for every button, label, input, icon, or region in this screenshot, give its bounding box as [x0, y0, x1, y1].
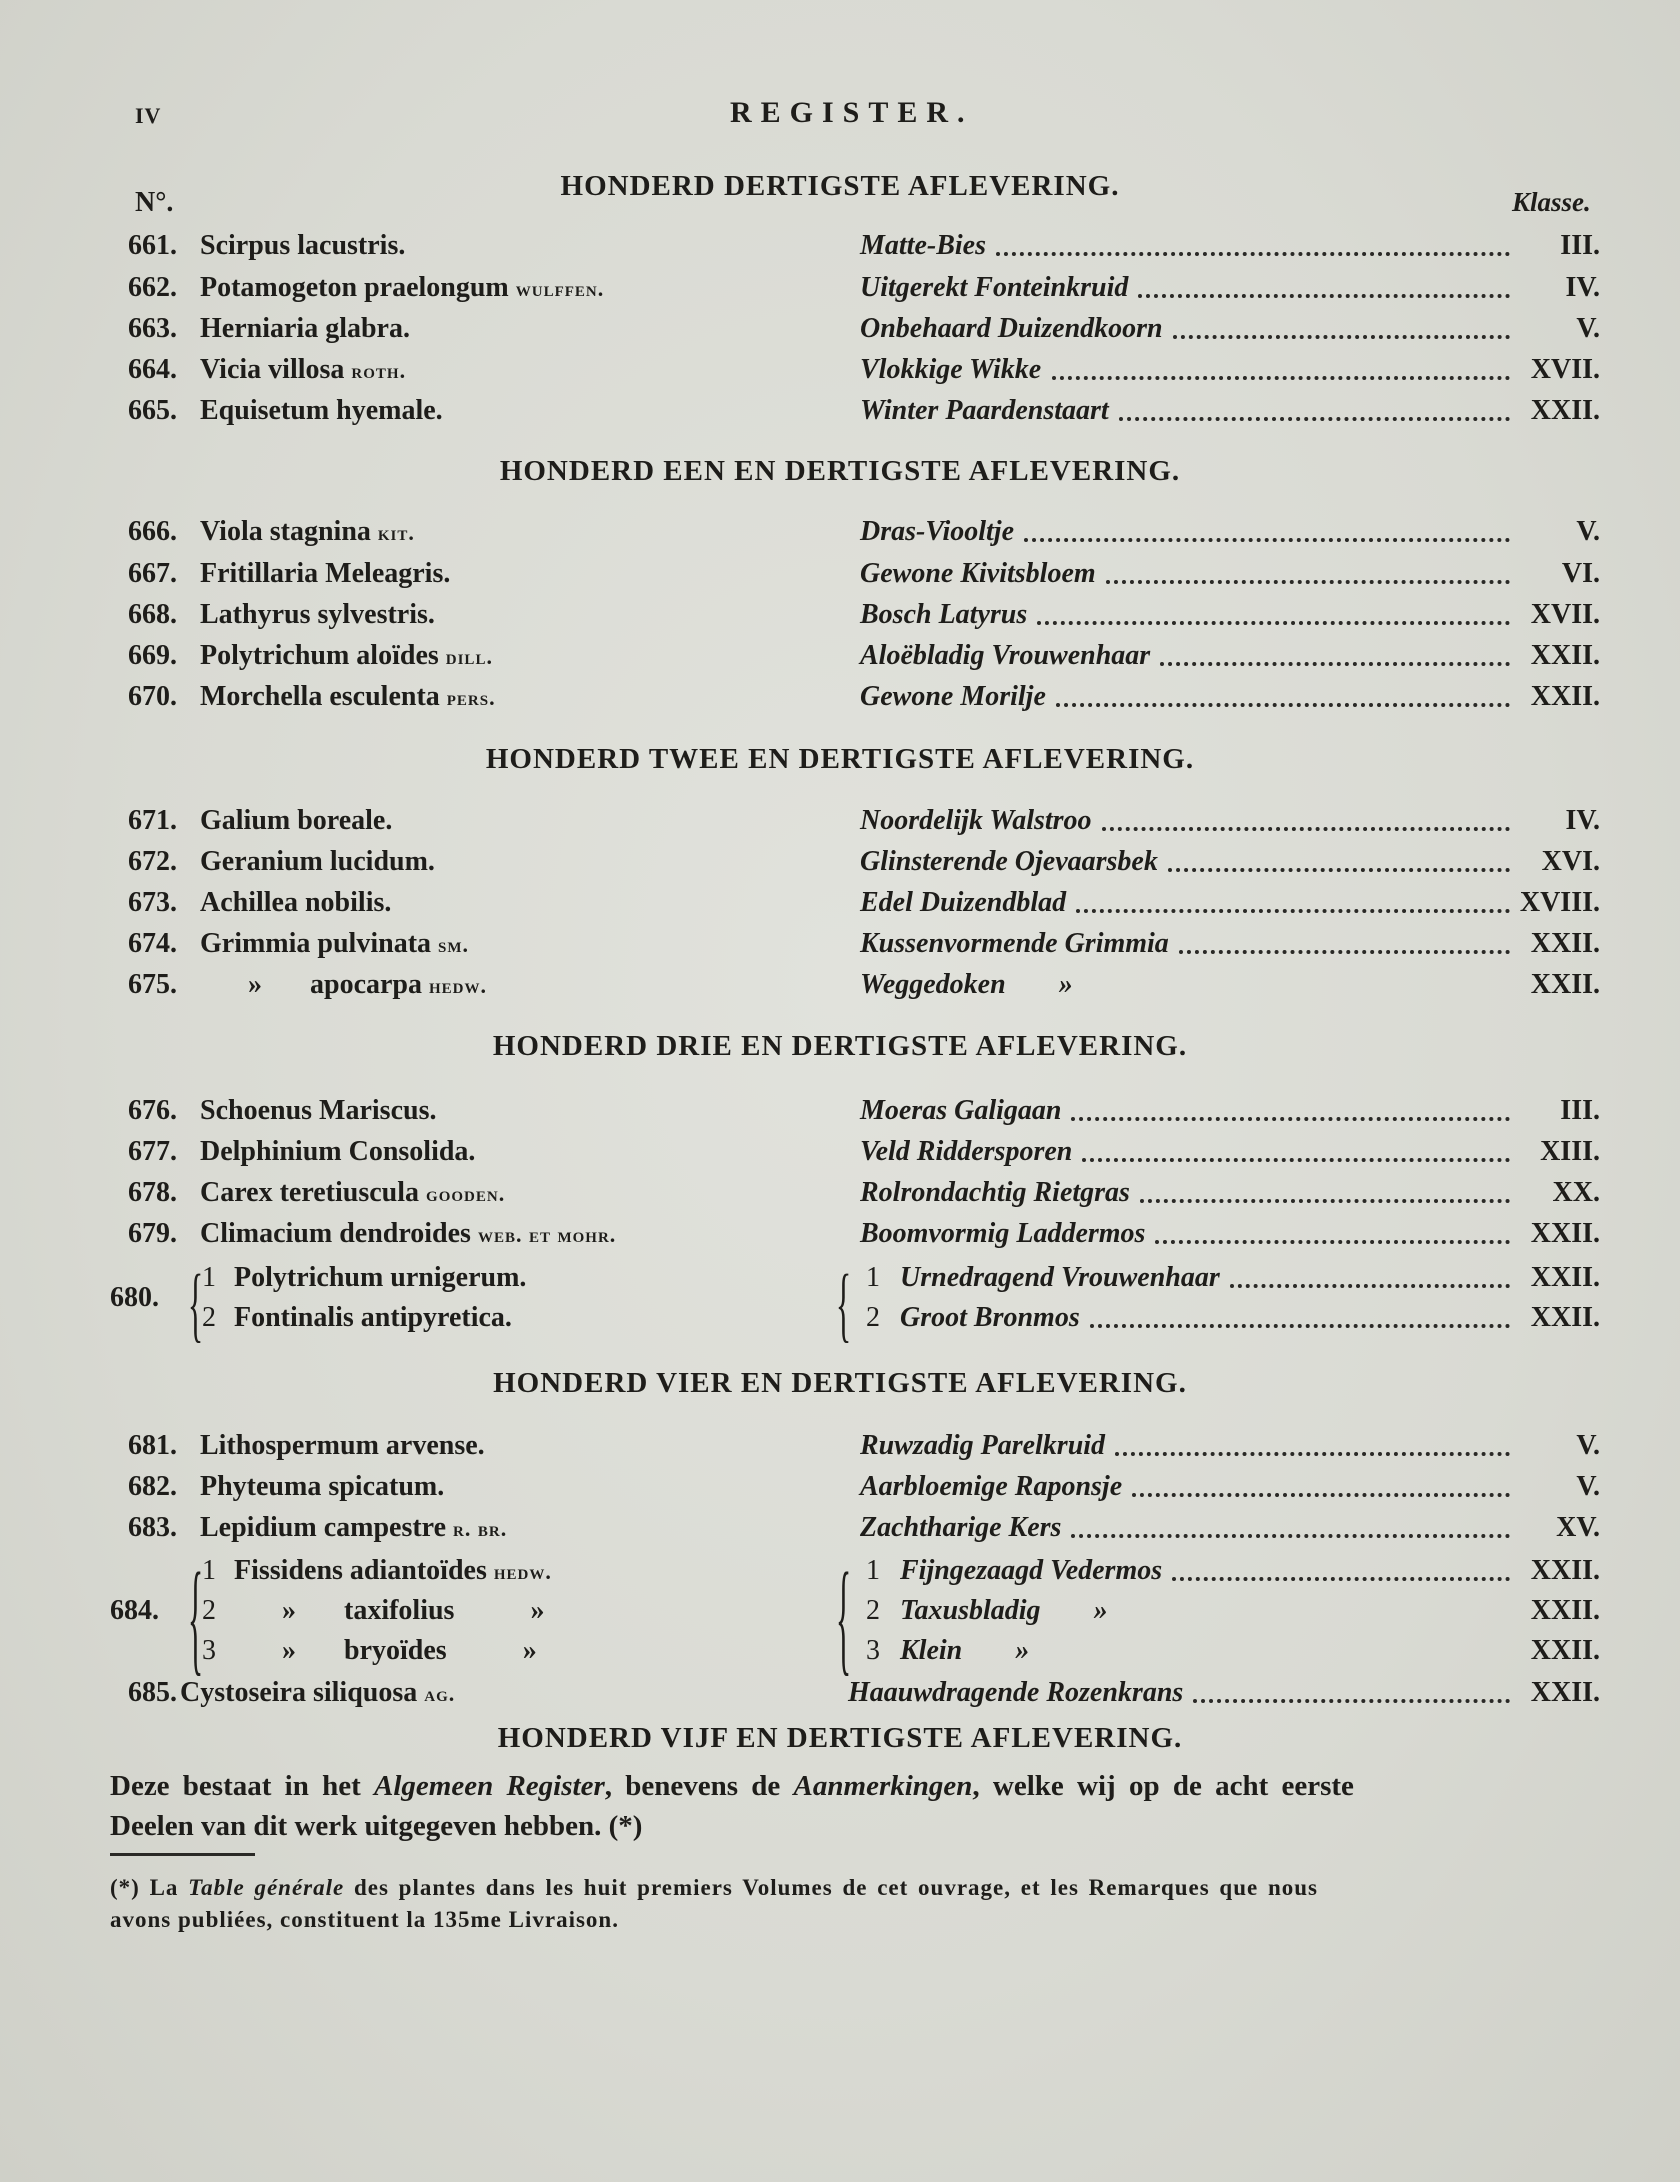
- text-span: , welke wij op de acht eerste: [972, 1770, 1354, 1802]
- dot-leader: [1071, 1528, 1510, 1538]
- dutch-text: Dras-Viooltje: [860, 516, 1015, 547]
- entry-number: 683.: [128, 1512, 177, 1543]
- dutch-text: Edel Duizendblad: [860, 887, 1067, 918]
- latin-text: Phyteuma spicatum.: [200, 1471, 445, 1502]
- dutch-text: Winter Paardenstaart: [860, 395, 1109, 426]
- dutch-text: Bosch Latyrus: [860, 599, 1028, 630]
- text-span: des plantes dans les huit premiers Volumes de cet ouvrage, et les Remarques que nous: [353, 1875, 1319, 1900]
- left-brace-icon: {: [187, 1545, 204, 1688]
- latin-name: [234, 1595, 544, 1627]
- latin-text: Climacium dendroides: [200, 1218, 471, 1249]
- dot-leader: [1168, 862, 1510, 872]
- dot-leader: [1056, 697, 1510, 707]
- klasse-column-label: Klasse.: [1512, 187, 1591, 217]
- dutch-text: Aarbloemige Raponsje: [860, 1471, 1123, 1502]
- register-entry: [0, 1095, 1680, 1135]
- final-text-line-2: Deelen van dit werk uitgegeven hebben. (*): [110, 1810, 643, 1842]
- dutch-text: Vlokkige Wikke: [860, 354, 1042, 385]
- text-span: Deze bestaat in het: [110, 1770, 361, 1802]
- author-abbrev: hedw.: [493, 1559, 552, 1584]
- klasse-value: XXII.: [1530, 1555, 1600, 1586]
- dutch-text: Matte-Bies: [860, 230, 986, 261]
- dutch-name: [860, 805, 1092, 837]
- group-entry-number: 680.: [110, 1282, 159, 1313]
- register-entry: [0, 681, 1680, 721]
- latin-name: [234, 1555, 552, 1587]
- sub-number: 3: [866, 1635, 880, 1666]
- register-entry: [0, 805, 1680, 845]
- entry-number: 667.: [128, 558, 177, 589]
- running-title: REGISTER.: [730, 96, 974, 129]
- text-italic: Algemeen Register: [374, 1770, 605, 1802]
- klasse-value: XXII.: [1530, 640, 1600, 671]
- dutch-name: [900, 1555, 1162, 1587]
- dutch-text: Fijngezaagd Vedermos: [900, 1555, 1163, 1586]
- dutch-name: [860, 1218, 1145, 1250]
- register-entry: [0, 313, 1680, 353]
- latin-name: [200, 887, 391, 919]
- footnote-rule: [110, 1853, 255, 1856]
- latin-name: [200, 313, 410, 345]
- ditto-mark: »: [1015, 1635, 1030, 1666]
- dutch-text: Groot Bronmos: [900, 1302, 1080, 1333]
- sub-number: 1: [202, 1262, 216, 1293]
- entry-number: 685.: [128, 1677, 177, 1708]
- author-abbrev: hedw.: [429, 973, 488, 998]
- klasse-value: III.: [1560, 1095, 1600, 1126]
- dutch-name: [860, 395, 1109, 427]
- entry-number: 668.: [128, 599, 177, 630]
- latin-text: Grimmia pulvinata: [200, 928, 432, 959]
- latin-text: Schoenus Mariscus.: [200, 1095, 437, 1126]
- ditto-mark: »: [282, 1595, 296, 1626]
- sub-number: 2: [202, 1595, 216, 1626]
- dutch-text: Haauwdragende Rozenkrans: [848, 1677, 1184, 1708]
- entry-number: 671.: [128, 805, 177, 836]
- klasse-value: XXII.: [1530, 1595, 1600, 1626]
- author-abbrev: pers.: [446, 685, 496, 710]
- dot-leader: [1090, 1318, 1510, 1328]
- section-heading: HONDERD DRIE EN DERTIGSTE AFLEVERING.: [492, 1030, 1188, 1062]
- klasse-value: XXII.: [1530, 969, 1600, 1000]
- register-entry: [0, 1430, 1680, 1470]
- dutch-name: [860, 1430, 1105, 1462]
- dutch-text: Glinsterende Ojevaarsbek: [860, 846, 1158, 877]
- dutch-name: [900, 1262, 1220, 1294]
- latin-text: Achillea nobilis.: [200, 887, 392, 918]
- dutch-name: [860, 640, 1150, 672]
- dot-leader: [1102, 821, 1510, 831]
- register-entry: [0, 969, 1680, 1009]
- latin-text: taxifolius: [344, 1595, 455, 1626]
- latin-text: Fissidens adiantoïdes: [234, 1555, 487, 1586]
- dot-leader: [1024, 532, 1510, 542]
- text-italic: Table générale: [188, 1875, 345, 1900]
- dutch-name: [848, 1677, 1183, 1709]
- latin-name: [200, 230, 405, 262]
- dot-leader: [1115, 1446, 1510, 1456]
- dutch-text: Kussenvormende Grimmia: [860, 928, 1169, 959]
- dutch-name: [860, 354, 1041, 386]
- register-entry: [0, 640, 1680, 680]
- dutch-name: [860, 272, 1128, 304]
- final-section-heading: HONDERD VIJF EN DERTIGSTE AFLEVERING.: [497, 1722, 1183, 1754]
- entry-number: 675.: [128, 969, 177, 1000]
- dutch-text: Veld Riddersporen: [860, 1136, 1073, 1167]
- latin-name: [200, 599, 435, 631]
- latin-name: [200, 354, 406, 386]
- latin-name: [200, 395, 443, 427]
- klasse-value: XVIII.: [1519, 887, 1600, 918]
- dot-leader: [996, 246, 1510, 256]
- register-entry: [0, 354, 1680, 394]
- klasse-value: XXII.: [1530, 1635, 1600, 1666]
- dot-leader: [1082, 1152, 1510, 1162]
- klasse-value: V.: [1576, 1471, 1600, 1502]
- klasse-value: XXII.: [1530, 681, 1600, 712]
- klasse-value: XXII.: [1530, 1302, 1600, 1333]
- latin-name: [200, 1177, 505, 1209]
- ditto-mark: »: [282, 1635, 296, 1666]
- dot-leader: [1132, 1487, 1510, 1497]
- register-entry: [0, 1595, 1680, 1635]
- dutch-text: Taxusbladig: [900, 1595, 1041, 1626]
- section-heading: HONDERD TWEE EN DERTIGSTE AFLEVERING.: [485, 743, 1195, 775]
- dutch-text: Moeras Galigaan: [860, 1095, 1062, 1126]
- entry-number: 679.: [128, 1218, 177, 1249]
- dutch-text: Gewone Morilje: [860, 681, 1046, 712]
- dutch-name: [900, 1302, 1080, 1334]
- sub-number: 2: [866, 1302, 880, 1333]
- sub-number: 2: [866, 1595, 880, 1626]
- dutch-text: Uitgerekt Fonteinkruid: [860, 272, 1129, 303]
- klasse-value: XV.: [1556, 1512, 1600, 1543]
- dot-leader: [1172, 1571, 1510, 1581]
- footnote-line-2: avons publiées, constituent la 135me Livraison.: [110, 1907, 619, 1932]
- sub-number: 1: [866, 1262, 880, 1293]
- text-span: (*) La: [110, 1875, 179, 1900]
- klasse-value: V.: [1576, 313, 1600, 344]
- latin-text: Polytrichum urnigerum.: [234, 1262, 527, 1293]
- latin-name: [200, 1512, 507, 1544]
- register-entry: [0, 1471, 1680, 1511]
- latin-text: Polytrichum aloïdes: [200, 640, 439, 671]
- dutch-text: Gewone Kivitsbloem: [860, 558, 1096, 589]
- klasse-value: XXII.: [1530, 1677, 1600, 1708]
- dutch-name: [900, 1595, 1161, 1627]
- latin-text: apocarpa: [310, 969, 422, 1000]
- entry-number: 661.: [128, 230, 177, 261]
- latin-name: [200, 928, 469, 960]
- dutch-name: [860, 1177, 1130, 1209]
- register-entry: [0, 1302, 1680, 1342]
- entry-number: 665.: [128, 395, 177, 426]
- author-abbrev: web. et mohr.: [477, 1222, 617, 1247]
- section-heading: HONDERD VIER EN DERTIGSTE AFLEVERING.: [493, 1367, 1187, 1399]
- latin-name: [200, 1430, 485, 1462]
- latin-name: [180, 1677, 455, 1709]
- author-abbrev: ag.: [424, 1681, 456, 1706]
- klasse-value: IV.: [1565, 805, 1600, 836]
- register-entry: [0, 1677, 1680, 1717]
- text-italic: Aanmerkingen: [793, 1770, 973, 1802]
- latin-name: [200, 805, 392, 837]
- dot-leader: [1155, 1234, 1510, 1244]
- register-entry: [0, 1136, 1680, 1176]
- klasse-value: XXII.: [1530, 395, 1600, 426]
- number-column-label: N°.: [135, 187, 174, 218]
- klasse-value: III.: [1560, 230, 1600, 261]
- latin-text: Potamogeton praelongum: [200, 272, 509, 303]
- sub-number: 3: [202, 1635, 216, 1666]
- author-abbrev: kit.: [377, 520, 415, 545]
- section-heading: HONDERD DERTIGSTE AFLEVERING.: [560, 170, 1120, 202]
- section-heading: HONDERD EEN EN DERTIGSTE AFLEVERING.: [499, 455, 1181, 487]
- dot-leader: [1076, 903, 1510, 913]
- entry-number: 677.: [128, 1136, 177, 1167]
- register-entry: [0, 516, 1680, 556]
- register-entry: [0, 558, 1680, 598]
- right-brace-icon: {: [835, 1545, 852, 1688]
- latin-name: [200, 969, 487, 1001]
- register-entry: [0, 1177, 1680, 1217]
- latin-name: [200, 681, 496, 713]
- dutch-text: Aloëbladig Vrouwenhaar: [860, 640, 1151, 671]
- author-abbrev: roth.: [351, 358, 407, 383]
- page-number: IV: [135, 103, 162, 128]
- register-entry: [0, 395, 1680, 435]
- klasse-value: V.: [1576, 516, 1600, 547]
- left-brace-icon: {: [187, 1256, 204, 1351]
- dutch-name: [860, 969, 1126, 1001]
- register-entry: [0, 599, 1680, 639]
- dutch-name: [860, 1512, 1061, 1544]
- author-abbrev: sm.: [438, 932, 470, 957]
- latin-text: Galium boreale.: [200, 805, 393, 836]
- latin-name: [200, 1218, 616, 1250]
- klasse-value: XXII.: [1530, 1262, 1600, 1293]
- register-entry: [0, 887, 1680, 927]
- dot-leader: [1119, 411, 1510, 421]
- sub-number: 1: [202, 1555, 216, 1586]
- dutch-name: [860, 887, 1066, 919]
- latin-text: Lathyrus sylvestris.: [200, 599, 435, 630]
- ditto-mark: »: [248, 969, 262, 1000]
- klasse-value: XX.: [1552, 1177, 1600, 1208]
- latin-text: Lepidium campestre: [200, 1512, 447, 1543]
- dutch-name: [860, 928, 1169, 960]
- entry-number: 673.: [128, 887, 177, 918]
- latin-name: [234, 1262, 526, 1294]
- latin-name: [200, 640, 493, 672]
- dutch-name: [860, 230, 986, 262]
- ditto-mark: »: [530, 1595, 545, 1626]
- latin-name: [200, 1095, 436, 1127]
- dutch-name: [860, 1136, 1072, 1168]
- dot-leader: [1138, 288, 1510, 298]
- author-abbrev: r. br.: [453, 1516, 508, 1541]
- latin-text: Delphinium Consolida.: [200, 1136, 476, 1167]
- klasse-value: XVI.: [1541, 846, 1600, 877]
- dutch-text: Boomvormig Laddermos: [860, 1218, 1146, 1249]
- dot-leader: [1106, 574, 1510, 584]
- latin-text: Herniaria glabra.: [200, 313, 410, 344]
- entry-number: 664.: [128, 354, 177, 385]
- entry-number: 682.: [128, 1471, 177, 1502]
- entry-number: 674.: [128, 928, 177, 959]
- dutch-text: Onbehaard Duizendkoorn: [860, 313, 1163, 344]
- entry-number: 669.: [128, 640, 177, 671]
- register-entry: [0, 928, 1680, 968]
- entry-number: 672.: [128, 846, 177, 877]
- latin-text: Fritillaria Meleagris.: [200, 558, 451, 589]
- text-span: , benevens de: [604, 1770, 781, 1802]
- latin-name: [200, 272, 604, 304]
- ditto-mark: »: [1058, 969, 1073, 1000]
- klasse-value: IV.: [1565, 272, 1600, 303]
- dutch-name: [860, 599, 1027, 631]
- entry-number: 678.: [128, 1177, 177, 1208]
- dutch-name: [860, 846, 1158, 878]
- entry-number: 681.: [128, 1430, 177, 1461]
- register-entry: [0, 846, 1680, 886]
- dutch-name: [860, 516, 1014, 548]
- latin-name: [200, 558, 450, 590]
- footnote-line-1: [110, 1875, 1318, 1901]
- latin-name: [234, 1635, 537, 1667]
- latin-text: bryoïdes: [344, 1635, 447, 1666]
- entry-number: 676.: [128, 1095, 177, 1126]
- dutch-name: [860, 681, 1046, 713]
- dutch-name: [900, 1635, 1082, 1667]
- register-entry: [0, 1262, 1680, 1302]
- dot-leader: [1160, 656, 1510, 666]
- latin-name: [200, 516, 415, 548]
- klasse-value: XIII.: [1540, 1136, 1600, 1167]
- klasse-value: XXII.: [1530, 1218, 1600, 1249]
- dot-leader: [1071, 1111, 1510, 1121]
- latin-name: [200, 1136, 475, 1168]
- latin-text: Fontinalis antipyretica.: [234, 1302, 512, 1333]
- klasse-value: V.: [1576, 1430, 1600, 1461]
- latin-text: Scirpus lacustris.: [200, 230, 406, 261]
- dutch-name: [860, 1471, 1122, 1503]
- sub-number: 2: [202, 1302, 216, 1333]
- latin-text: Equisetum hyemale.: [200, 395, 443, 426]
- dutch-text: Klein: [900, 1635, 963, 1666]
- latin-name: [200, 1471, 444, 1503]
- dot-leader: [1179, 944, 1510, 954]
- ditto-mark: »: [1093, 1595, 1108, 1626]
- klasse-value: VI.: [1561, 558, 1600, 589]
- register-entry: [0, 272, 1680, 312]
- final-text-line-1: [110, 1770, 1354, 1803]
- entry-number: 663.: [128, 313, 177, 344]
- latin-text: Morchella esculenta: [200, 681, 440, 712]
- klasse-value: XVII.: [1530, 599, 1600, 630]
- dot-leader: [1193, 1693, 1510, 1703]
- latin-text: Geranium lucidum.: [200, 846, 435, 877]
- author-abbrev: gooden.: [426, 1181, 506, 1206]
- dot-leader: [1140, 1193, 1510, 1203]
- register-entry: [0, 230, 1680, 270]
- sub-number: 1: [866, 1555, 880, 1586]
- right-brace-icon: {: [835, 1256, 852, 1351]
- dutch-text: Noordelijk Walstroo: [860, 805, 1092, 836]
- dutch-text: Weggedoken: [860, 969, 1006, 1000]
- register-entry: [0, 1555, 1680, 1595]
- dot-leader: [1173, 329, 1510, 339]
- dot-leader: [1230, 1278, 1510, 1288]
- latin-text: Carex teretiuscula: [200, 1177, 420, 1208]
- author-abbrev: dill.: [445, 644, 493, 669]
- dot-leader: [1037, 615, 1510, 625]
- latin-text: Viola stagnina: [200, 516, 371, 547]
- dutch-text: Rolrondachtig Rietgras: [860, 1177, 1130, 1208]
- group-entry-number: 684.: [110, 1595, 159, 1626]
- entry-number: 670.: [128, 681, 177, 712]
- dutch-text: Ruwzadig Parelkruid: [860, 1430, 1106, 1461]
- dutch-text: Urnedragend Vrouwenhaar: [900, 1262, 1220, 1293]
- register-entry: [0, 1218, 1680, 1258]
- ditto-mark: »: [522, 1635, 537, 1666]
- dutch-name: [860, 1095, 1061, 1127]
- dot-leader: [1052, 370, 1510, 380]
- latin-text: Vicia villosa: [200, 354, 345, 385]
- dutch-text: Zachtharige Kers: [860, 1512, 1062, 1543]
- latin-text: Cystoseira siliquosa: [180, 1677, 418, 1708]
- latin-name: [234, 1302, 512, 1334]
- latin-text: Lithospermum arvense.: [200, 1430, 485, 1461]
- dutch-name: [860, 558, 1096, 590]
- register-entry: [0, 1635, 1680, 1675]
- latin-name: [200, 846, 435, 878]
- klasse-value: XVII.: [1530, 354, 1600, 385]
- author-abbrev: wulffen.: [515, 276, 605, 301]
- entry-number: 662.: [128, 272, 177, 303]
- klasse-value: XXII.: [1530, 928, 1600, 959]
- dutch-name: [860, 313, 1163, 345]
- entry-number: 666.: [128, 516, 177, 547]
